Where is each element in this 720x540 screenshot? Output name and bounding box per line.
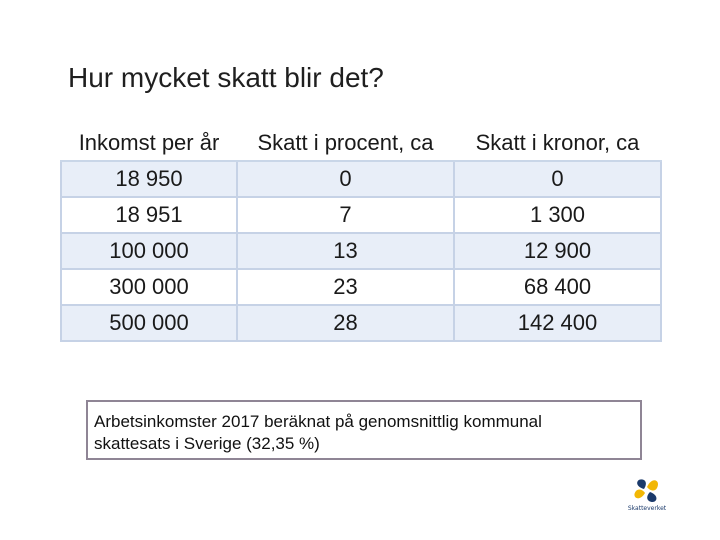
column-header-tax-percent: Skatt i procent, ca: [237, 125, 454, 161]
cell-income: 300 000: [61, 269, 237, 305]
logo-swirl-yellow-2: [634, 490, 645, 499]
footnote-box: [86, 400, 642, 460]
cell-income: 18 951: [61, 197, 237, 233]
table-row: [61, 305, 661, 341]
table-header-row: [61, 125, 661, 161]
page-title: Hur mycket skatt blir det?: [68, 62, 384, 93]
skatteverket-logo-icon: [622, 470, 672, 520]
table-row: [61, 161, 661, 197]
logo-label: Skatteverket: [627, 505, 667, 512]
cell-tax-percent: 7: [237, 197, 454, 233]
cell-tax-percent: 23: [237, 269, 454, 305]
table-row: [61, 233, 661, 269]
tax-table: [60, 124, 662, 342]
cell-income: 18 950: [61, 161, 237, 197]
cell-tax-percent: 13: [237, 233, 454, 269]
cell-income: 100 000: [61, 233, 237, 269]
column-header-income: Inkomst per år: [61, 125, 237, 161]
logo-swirl-yellow-1: [647, 480, 658, 490]
logo-swirl-blue-1: [647, 492, 656, 502]
footnote-line-1: Arbetsinkomster 2017 beräknat på genomsnittlig kommunal: [94, 412, 542, 431]
table-row: [61, 197, 661, 233]
cell-tax-percent: 28: [237, 305, 454, 341]
cell-tax-kronor: 1 300: [454, 197, 661, 233]
footnote-line-2: skattesats i Sverige (32,35 %): [94, 434, 320, 453]
table-row: [61, 269, 661, 305]
cell-income: 500 000: [61, 305, 237, 341]
cell-tax-percent: 0: [237, 161, 454, 197]
column-header-tax-kronor: Skatt i kronor, ca: [454, 125, 661, 161]
cell-tax-kronor: 142 400: [454, 305, 661, 341]
cell-tax-kronor: 0: [454, 161, 661, 197]
cell-tax-kronor: 68 400: [454, 269, 661, 305]
logo-swirl-blue-2: [637, 479, 646, 489]
cell-tax-kronor: 12 900: [454, 233, 661, 269]
